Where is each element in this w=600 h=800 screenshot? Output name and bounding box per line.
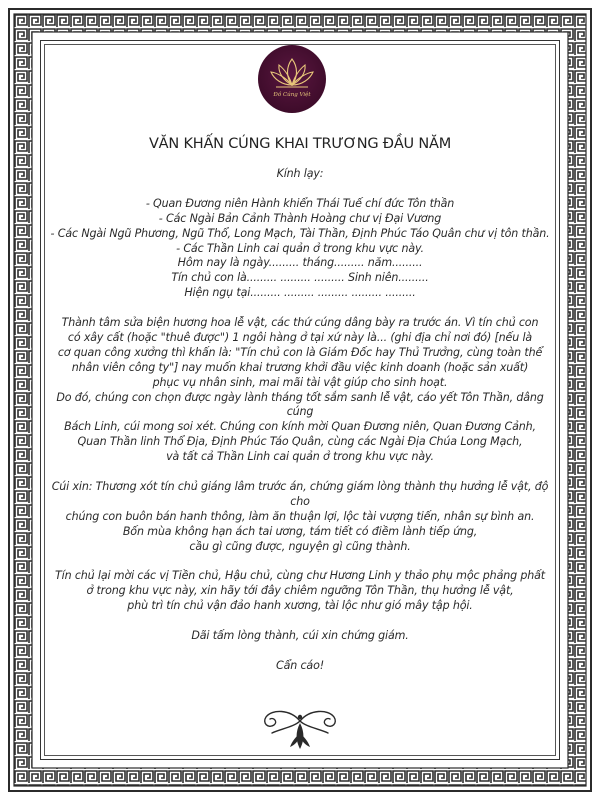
text-line: phục vụ nhân sinh, mai mãi tài vật giúp cho sinh hoạt. — [152, 375, 448, 389]
text-line: có xây cất (hoặc "thuê được") 1 ngôi hàng ở tại xứ này là... (ghi địa chỉ nơi đó) [nếu là — [67, 330, 533, 344]
text-line: Hôm nay là ngày......... tháng......... năm......... — [177, 256, 423, 270]
page-title: VĂN KHẤN CÚNG KHAI TRƯƠNG ĐẦU NĂM — [148, 136, 452, 152]
text-line: chúng con buôn bán hanh thông, làm ăn thuận lợi, lộc tài vượng tiến, nhân sự bình an. — [65, 509, 535, 523]
text-line: Do đó, chúng con chọn được ngày lành tháng tốt sắm sanh lễ vật, cáo yết Tôn Thần, dâng cúng — [56, 390, 544, 419]
text-line: Cẩn cáo! — [275, 658, 325, 672]
lotus-icon — [258, 45, 326, 113]
text-line: - Các Ngài Ngũ Phương, Ngũ Thổ, Long Mạch, Tài Thần, Định Phúc Táo Quân chư vị tôn thần. — [50, 226, 550, 240]
paragraph-gap — [46, 644, 554, 659]
paragraph-gap — [46, 301, 554, 316]
text-line: và tất cả Thần Linh cai quản ở trong khu vực này. — [166, 450, 434, 464]
text-line: Hiện ngụ tại......... ......... ......... ......... ......... — [184, 286, 416, 300]
paragraph-gap — [46, 555, 554, 570]
text-line: Dãi tấm lòng thành, cúi xin chứng giám. — [191, 629, 409, 643]
text-line: nhân viên công ty"] nay muốn khai trương khởi đầu việc kinh doanh (hoặc sản xuất) — [71, 360, 529, 374]
paragraph-gap — [46, 182, 554, 197]
text-line: Quan Thần linh Thổ Địa, Định Phúc Táo Quân, cùng các Ngài Địa Chúa Long Mạch, — [77, 435, 523, 449]
paragraph-gap — [46, 614, 554, 629]
text-line: - Các Ngài Bản Cảnh Thành Hoàng chư vị Đại Vương — [158, 211, 442, 225]
paragraph-gap — [46, 465, 554, 480]
text-line: cơ quan công xưởng thì khấn là: "Tín chủ con là Giám Đốc hay Thủ Trưởng, cùng toàn thể — [57, 345, 543, 359]
text-line: ở trong khu vực này, xin hãy tới đây chiêm ngưỡng Tôn Thần, thụ hưởng lễ vật, — [86, 584, 514, 598]
prayer-text — [46, 167, 554, 674]
text-line: Tín chủ lại mời các vị Tiền chủ, Hậu chủ, cùng chư Hương Linh y thảo phụ mộc phảng phất — [55, 569, 545, 583]
flourish-ornament-icon — [250, 703, 350, 753]
text-line: phù trì tín chủ vận đảo hanh xương, tài lộc như gió mây tập hội. — [127, 599, 473, 613]
text-line: - Các Thần Linh cai quản ở trong khu vực này. — [176, 241, 424, 255]
logo-text: Đồ Cúng Việt — [273, 92, 311, 98]
text-line: - Quan Đương niên Hành khiển Thái Tuế chí đức Tôn thần — [145, 196, 455, 210]
text-line: Thành tâm sửa biện hương hoa lễ vật, các thứ cúng dâng bày ra trước án. Vì tín chủ con — [61, 316, 539, 330]
text-line: Tín chủ con là......... ......... ......... Sinh niên......... — [171, 271, 429, 285]
text-line: Kính lạy: — [276, 167, 324, 180]
text-line: Bốn mùa không hạn ách tai ương, tám tiết có điềm lành tiếp ứng, — [122, 524, 478, 538]
text-line: cầu gì cũng được, nguyện gì cũng thành. — [189, 539, 411, 553]
text-line: Cúi xin: Thương xót tín chủ giáng lâm trước án, chứng giám lòng thành thụ hưởng lễ vật, độ cho — [51, 479, 549, 508]
brand-logo — [258, 45, 326, 113]
text-line: Bách Linh, cúi mong soi xét. Chúng con kính mời Quan Đương niên, Quan Đương Cảnh, — [64, 420, 536, 434]
